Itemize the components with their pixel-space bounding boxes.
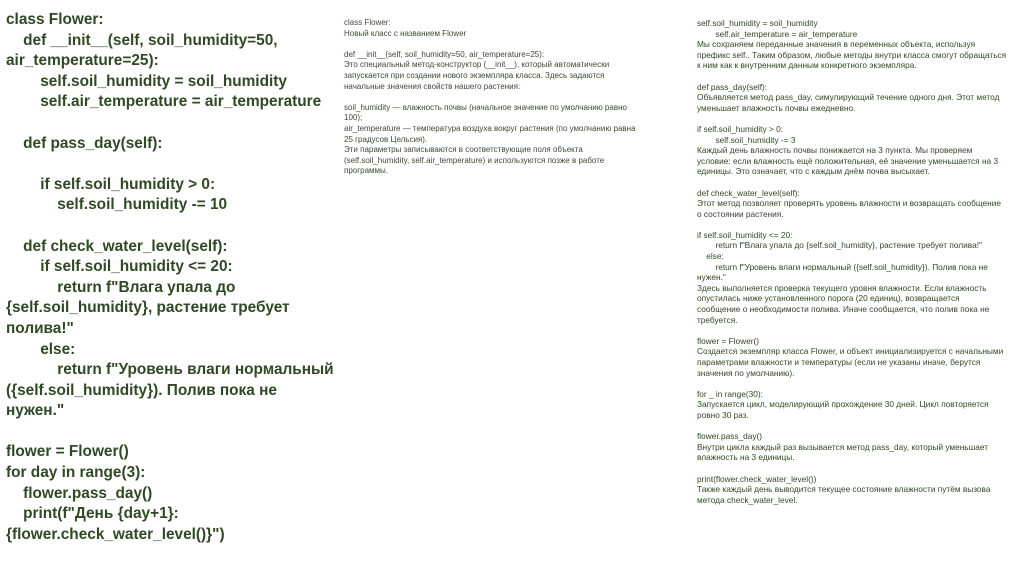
code-line: print(f"День {day+1}:: [6, 505, 179, 523]
text-line: значения по умолчанию).: [697, 367, 795, 378]
text-line: def __init__(self, soil_humidity=50, air_temperature=25):: [344, 49, 545, 59]
text-line: Также каждый день выводится текущее состояние влажности путём вызова: [697, 484, 991, 495]
blank-line: [6, 154, 336, 175]
text-line: к ним как к внутренним данным конкретного экземпляра.: [697, 60, 917, 71]
text-line: запускается при создании нового экземпляра класса. Здесь задаются: [344, 70, 605, 80]
code-line: {self.soil_humidity}, растение требует: [6, 299, 290, 317]
text-line: начальные значения свойств нашего растения:: [344, 81, 521, 91]
text-line: if self.soil_humidity > 0:: [697, 123, 784, 134]
text-line: условие: если влажность ещё положительная, её значение уменьшается на 3: [697, 155, 999, 166]
text-line: print(flower.check_water_level()): [697, 473, 817, 484]
blank-line: [6, 216, 336, 237]
code-line: class Flower:: [6, 11, 104, 28]
text-line: else:: [697, 251, 724, 262]
text-line: self.soil_humidity -= 3: [697, 134, 796, 145]
text-line: Объявляется метод pass_day, симулирующий течение одного дня. Этот метод: [697, 92, 1000, 103]
text-line: программы.: [344, 166, 389, 176]
text-line: Новый класс с названием Flower: [344, 28, 467, 38]
text-line: 100);: [344, 113, 363, 123]
text-line: air_temperature — температура воздуха вокруг растения (по умолчанию равна: [344, 123, 636, 133]
text-line: единицы. Это означает, что с каждым днём почва высыхает.: [697, 166, 930, 177]
code-line: def pass_day(self):: [6, 134, 163, 152]
text-line: 25 градусов Цельсия).: [344, 134, 428, 144]
text-line: return f"Влага упала до {self.soil_humidity}, растение требует полива!": [697, 240, 982, 251]
code-line: def check_water_level(self):: [6, 237, 228, 255]
text-line: влажность на 3 единицы.: [697, 452, 795, 463]
text-line: ровно 30 раз.: [697, 409, 749, 420]
code-line: self.soil_humidity = soil_humidity: [6, 72, 287, 90]
text-line: Внутри цикла каждый раз вызывается метод pass_day, который уменьшает: [697, 441, 989, 452]
blank-line: [697, 463, 1022, 474]
blank-line: [697, 325, 1022, 336]
blank-line: [697, 219, 1022, 230]
text-line: return f"Уровень влаги нормальный ({self.soil_humidity}). Полив пока не: [697, 261, 988, 272]
text-line: нужен.": [697, 272, 726, 283]
text-line: def check_water_level(self):: [697, 187, 800, 198]
blank-line: [6, 422, 336, 443]
code-line: return f"Уровень влаги нормальный: [6, 361, 334, 379]
text-line: уменьшает влажность почвы ежедневно.: [697, 102, 856, 113]
text-line: Это специальный метод-конструктор (__init__), который автоматически: [344, 60, 610, 70]
text-line: self.soil_humidity = soil_humidity: [697, 18, 818, 28]
text-line: Мы сохраняем переданные значения в переменных объекта, используя: [697, 39, 976, 50]
blank-line: [697, 177, 1022, 188]
text-line: Этот метод позволяет проверять уровень влажности и возвращать сообщение: [697, 198, 1002, 209]
code-line: {flower.check_water_level()}"): [6, 525, 225, 543]
text-line: self.air_temperature = air_temperature: [697, 28, 858, 39]
code-line: flower = Flower(): [6, 443, 129, 461]
text-line: def pass_day(self):: [697, 81, 768, 92]
text-line: flower = Flower(): [697, 335, 760, 346]
text-line: сообщение о необходимости полива. Иначе сообщается, что полив пока не: [697, 304, 990, 315]
code-line: полива!": [6, 319, 74, 337]
code-line: flower.pass_day(): [6, 484, 153, 502]
text-line: class Flower:: [344, 18, 391, 27]
text-line: опустилась ниже установленного порога (20 единиц), возвращается: [697, 293, 960, 304]
code-line: self.air_temperature = air_temperature: [6, 93, 322, 111]
text-line: Запускается цикл, моделирующий прохождение 30 дней. Цикл повторяется: [697, 399, 989, 410]
code-line: air_temperature=25):: [6, 52, 159, 70]
blank-line: [344, 92, 674, 103]
explanation-column-2: [697, 18, 1022, 505]
explanation-column-1: [344, 18, 674, 177]
code-line: return f"Влага упала до: [6, 278, 236, 296]
text-line: метода check_water_level.: [697, 494, 798, 505]
text-line: Эти параметры записываются в соответствующие поля объекта: [344, 145, 583, 155]
code-line: if self.soil_humidity <= 20:: [6, 258, 233, 276]
code-line: else:: [6, 340, 76, 358]
text-line: Создается экземпляр класса Flower, и объект инициализируется с начальными: [697, 346, 1004, 357]
code-line: ({self.soil_humidity}). Полив пока не: [6, 381, 277, 399]
text-line: if self.soil_humidity <= 20:: [697, 229, 793, 240]
text-line: Здесь выполняется проверка текущего уровня влажности. Если влажность: [697, 282, 987, 293]
blank-line: [697, 71, 1022, 82]
code-line: for day in range(3):: [6, 464, 146, 482]
blank-line: [697, 421, 1022, 432]
blank-line: [344, 39, 674, 50]
code-block: [6, 10, 336, 545]
text-line: flower.pass_day(): [697, 431, 763, 442]
blank-line: [697, 378, 1022, 389]
text-line: Каждый день влажность почвы понижается на 3 пункта. Мы проверяем: [697, 145, 973, 156]
text-line: префикс self.. Таким образом, любые методы внутри класса смогут обращаться: [697, 49, 1007, 60]
text-line: soil_humidity — влажность почвы (начальное значение по умолчанию равно: [344, 102, 627, 112]
code-line: self.soil_humidity -= 10: [6, 196, 228, 214]
text-line: for _ in range(30):: [697, 388, 763, 399]
blank-line: [6, 113, 336, 134]
code-line: if self.soil_humidity > 0:: [6, 175, 216, 193]
code-line: нужен.": [6, 402, 65, 420]
text-line: параметрами влажности и температуры (если не указаны иначе, берутся: [697, 357, 981, 367]
text-line: требуется.: [697, 314, 738, 325]
code-line: def __init__(self, soil_humidity=50,: [6, 31, 278, 49]
text-line: (self.soil_humidity, self.air_temperature) и используются позже в работе: [344, 155, 605, 165]
blank-line: [697, 113, 1022, 124]
text-line: о состоянии растения.: [697, 208, 784, 219]
